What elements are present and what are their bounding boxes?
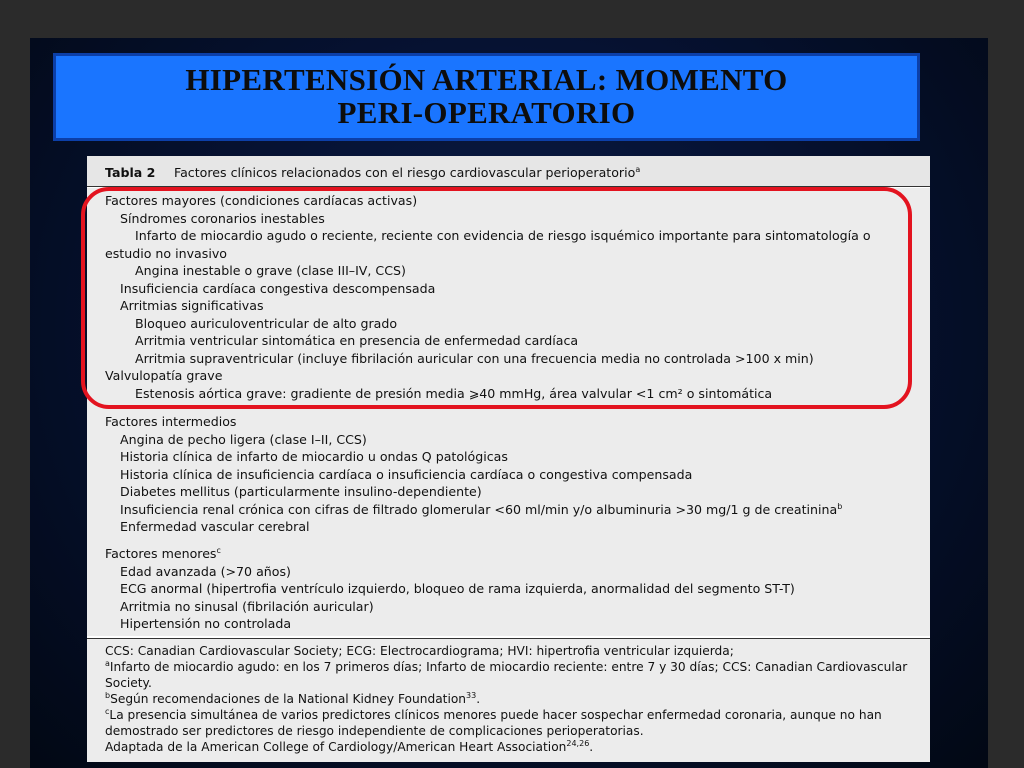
table-row: Infarto de miocardio agudo o reciente, reciente con evidencia de riesgo isquémico importante para sintomatología o	[135, 228, 871, 243]
table-row: Arritmia no sinusal (fibrilación auricular)	[120, 598, 374, 614]
table-row: Factores mayores (condiciones cardíacas activas)	[105, 193, 418, 208]
table-row: Enfermedad vascular cerebral	[120, 519, 310, 534]
table-caption: Factores clínicos relacionados con el riesgo cardiovascular perioperatorio$^a$	[174, 165, 641, 180]
slide-title	[53, 53, 920, 141]
table-row: Estenosis aórtica grave: gradiente de presión media ⩾40 mmHg, área valvular <1 cm² o sintomática	[135, 385, 773, 401]
table-row: estudio no invasivo	[105, 245, 227, 261]
footnote: CCS: Canadian Cardiovascular Society; ECG: Electrocardiograma; HVI: hipertrofia ventricular izquierda;	[105, 644, 734, 658]
title-line-1: HIPERTENSIÓN ARTERIAL: MOMENTO	[185, 62, 788, 97]
table-row: Historia clínica de infarto de miocardio u ondas Q patológicas	[120, 449, 508, 464]
footnote: $^b$Según recomendaciones de la National Kidney Foundation$^{33}$.	[105, 691, 481, 706]
table-row: Arritmia supraventricular (incluye fibrilación auricular con una frecuencia media no controlada >100 x min)	[135, 350, 814, 366]
table-row: Angina de pecho ligera (clase I–II, CCS)	[120, 431, 367, 447]
table-row: Bloqueo auriculoventricular de alto grado	[135, 315, 398, 331]
table-row: Edad avanzada (>70 años)	[120, 563, 291, 579]
table-row: Arritmia ventricular sintomática en presencia de enfermedad cardíaca	[135, 333, 579, 348]
table-row: Factores intermedios	[105, 414, 237, 429]
table-row: Valvulopatía grave	[105, 368, 223, 383]
table-row: Hipertensión no controlada	[120, 616, 292, 631]
table-row: Insuficiencia cardíaca congestiva descompensada	[120, 280, 436, 296]
table-footnotes	[87, 638, 930, 762]
table-row: ECG anormal (hipertrofia ventrículo izquierdo, bloqueo de rama izquierda, anormalidad del segmento ST-T)	[120, 581, 795, 596]
table-row: Angina inestable o grave (clase III–IV, CCS)	[135, 263, 406, 278]
table-row: Síndromes coronarios inestables	[120, 210, 325, 226]
footnote: $^a$Infarto de miocardio agudo: en los 7 primeros días; Infarto de miocardio reciente: entre 7 y 30 días; CCS: Canadian Cardiovascular	[105, 659, 908, 674]
table-body	[87, 188, 930, 636]
footnote: Society.	[105, 676, 152, 690]
title-line-2: PERI-OPERATORIO	[337, 95, 636, 130]
caption-footnote-marker: a	[635, 165, 641, 174]
table-header	[87, 156, 930, 187]
table-row: Arritmias significativas	[120, 298, 264, 313]
table-row: Diabetes mellitus (particularmente insulino-dependiente)	[120, 484, 482, 499]
footnote: Adaptada de la American College of Cardiology/American Heart Association$^{24,26}$.	[105, 739, 594, 754]
table-row: Historia clínica de insuficiencia cardíaca o insuficiencia cardíaca o congestiva compensada	[120, 466, 693, 482]
footnote: $^c$La presencia simultánea de varios predictores clínicos menores puede hacer sospechar enfermedad coronaria, aunque no han	[105, 707, 882, 722]
table-row: Factores menores$^c$	[105, 546, 221, 561]
risk-factors-table	[87, 156, 930, 761]
footnote: demostrado ser predictores de riesgo independiente de complicaciones perioperatorias.	[105, 724, 644, 738]
table-label: Tabla 2	[105, 165, 156, 180]
table-row: Insuficiencia renal crónica con cifras de filtrado glomerular <60 ml/min y/o albuminuria >30 mg/1 g de creatinina$^b$	[120, 501, 843, 517]
